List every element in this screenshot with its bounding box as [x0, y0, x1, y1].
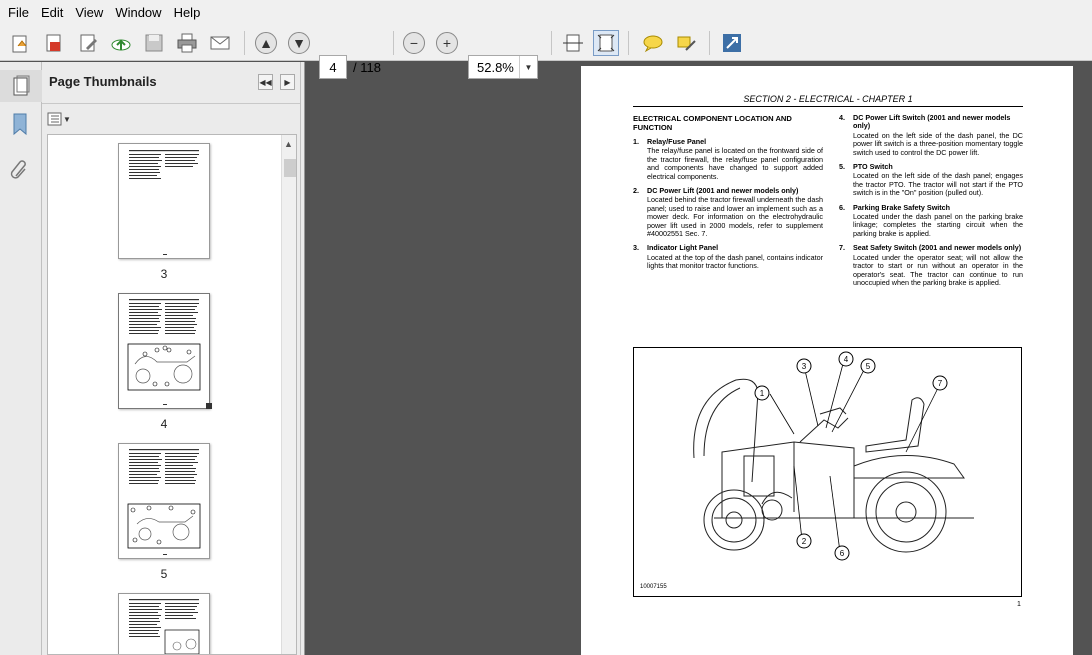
- panel-header: [42, 62, 300, 104]
- zoom-in-icon[interactable]: +: [434, 30, 460, 56]
- scroll-up-icon[interactable]: ▲: [284, 139, 293, 149]
- page-number-input[interactable]: 4: [319, 55, 347, 79]
- page-number: 1: [1017, 601, 1021, 608]
- list-item: 5. PTO Switch Located on the left side of the dash panel; engages the tractor PTO. The tractor will not start if the PTO switch is in the "On" position (pulled out).: [839, 162, 1023, 198]
- toolbar: [0, 25, 1092, 75]
- figure-code: 10007155: [640, 584, 667, 590]
- menu-view[interactable]: View: [75, 5, 104, 20]
- thumbnail-label: 5: [160, 567, 168, 581]
- list-item: 3. Indicator Light Panel Located at the top of the dash panel, contains indicator lights that monitor tractor functions.: [633, 243, 823, 271]
- thumbnail-page-6[interactable]: [118, 593, 210, 655]
- thumbnail-page-4[interactable]: [118, 293, 210, 409]
- section-heading: ELECTRICAL COMPONENT LOCATION AND FUNCTION: [633, 114, 792, 132]
- menu-bar: [0, 0, 1092, 25]
- thumbnail-page-3[interactable]: [118, 143, 210, 259]
- thumbnail-page-5[interactable]: [118, 443, 210, 559]
- full-screen-icon[interactable]: [719, 30, 745, 56]
- list-item: 6. Parking Brake Safety Switch Located under the dash panel on the parking brake linkage; completes the starting circuit when the parking brake is applied.: [839, 202, 1023, 238]
- email-icon[interactable]: [207, 30, 233, 56]
- menu-file[interactable]: File: [8, 5, 29, 20]
- page-total: / 118: [353, 60, 381, 75]
- callout-label-7: 7: [937, 379, 943, 388]
- thumbnail-scrollbar[interactable]: [281, 135, 297, 655]
- edit-pdf-icon[interactable]: [75, 30, 101, 56]
- right-column: [839, 114, 1023, 293]
- highlight-icon[interactable]: [673, 30, 699, 56]
- thumbnail-label: 4: [160, 417, 168, 431]
- cloud-upload-icon[interactable]: [108, 30, 134, 56]
- panel-title: Page Thumbnails: [49, 74, 157, 89]
- section-header: SECTION 2 - ELECTRICAL - CHAPTER 1: [743, 94, 913, 104]
- comment-icon[interactable]: [640, 30, 666, 56]
- zoom-select[interactable]: [468, 55, 538, 79]
- save-icon[interactable]: [141, 30, 167, 56]
- document-page: [581, 66, 1073, 655]
- list-item: 1. Relay/Fuse Panel The relay/fuse panel is located on the frontward side of the tractor firewall, the relay/fuse panel configuration and components have changed to support added electrical components.: [633, 137, 823, 181]
- navigation-rail: [0, 62, 42, 655]
- thumbnail-label: 3: [160, 267, 168, 281]
- callout-label-6: 6: [839, 549, 845, 558]
- attachment-icon[interactable]: [10, 158, 30, 187]
- zoom-out-icon[interactable]: −: [401, 30, 427, 56]
- callout-label-2: 2: [801, 537, 807, 546]
- tractor-illustration: [634, 348, 1021, 596]
- previous-page-icon[interactable]: ▲: [253, 30, 279, 56]
- expand-panel-icon[interactable]: ▶: [280, 74, 295, 90]
- left-column: [633, 114, 823, 277]
- fit-page-icon[interactable]: [593, 30, 619, 56]
- fit-width-icon[interactable]: [560, 30, 586, 56]
- next-page-icon[interactable]: ▼: [286, 30, 312, 56]
- thumbnails-panel: [42, 62, 300, 655]
- header-rule: [633, 106, 1023, 107]
- tractor-figure: [633, 347, 1022, 597]
- list-item: 7. Seat Safety Switch (2001 and newer models only) Located under the operator seat; will not allow the tractor to start or run without an operator in the operator's seat. The tractor can continue to run unoccupied when the parking brake is applied.: [839, 243, 1023, 287]
- thumbnail-view-handle[interactable]: [206, 403, 212, 409]
- panel-splitter[interactable]: [300, 62, 305, 655]
- print-icon[interactable]: [174, 30, 200, 56]
- scroll-thumb[interactable]: [284, 159, 296, 177]
- menu-edit[interactable]: Edit: [40, 5, 64, 20]
- chevron-down-icon[interactable]: ▼: [519, 56, 537, 78]
- zoom-value: 52.8%: [477, 59, 514, 75]
- callout-label-5: 5: [865, 362, 871, 371]
- menu-window[interactable]: Window: [115, 5, 162, 20]
- create-pdf-icon[interactable]: [41, 30, 67, 56]
- list-item: 2. DC Power Lift (2001 and newer models only) Located behind the tractor firewall underneath the dash panel; used to raise and lower an implement such as a mower deck. For information on the electrohydraulic power lift used in 2000 models, refer to supplement #40002551 Sec. 7.: [633, 186, 823, 239]
- bookmark-icon[interactable]: [10, 112, 30, 141]
- list-item: 4. DC Power Lift Switch (2001 and newer models only) Located on the left side of the dash panel, the DC power lift switch is a three-position momentary toggle switch used to control the DC power lift.: [839, 113, 1023, 157]
- thumbnail-options-icon[interactable]: ▼: [47, 111, 73, 127]
- collapse-panel-icon[interactable]: ◀◀: [258, 74, 273, 90]
- callout-label-4: 4: [843, 355, 849, 364]
- page-thumbnails-icon[interactable]: [0, 70, 42, 102]
- open-icon[interactable]: [8, 30, 34, 56]
- thumbnail-list: [47, 134, 297, 655]
- callout-label-1: 1: [759, 389, 765, 398]
- callout-label-3: 3: [801, 362, 807, 371]
- menu-help[interactable]: Help: [173, 5, 201, 20]
